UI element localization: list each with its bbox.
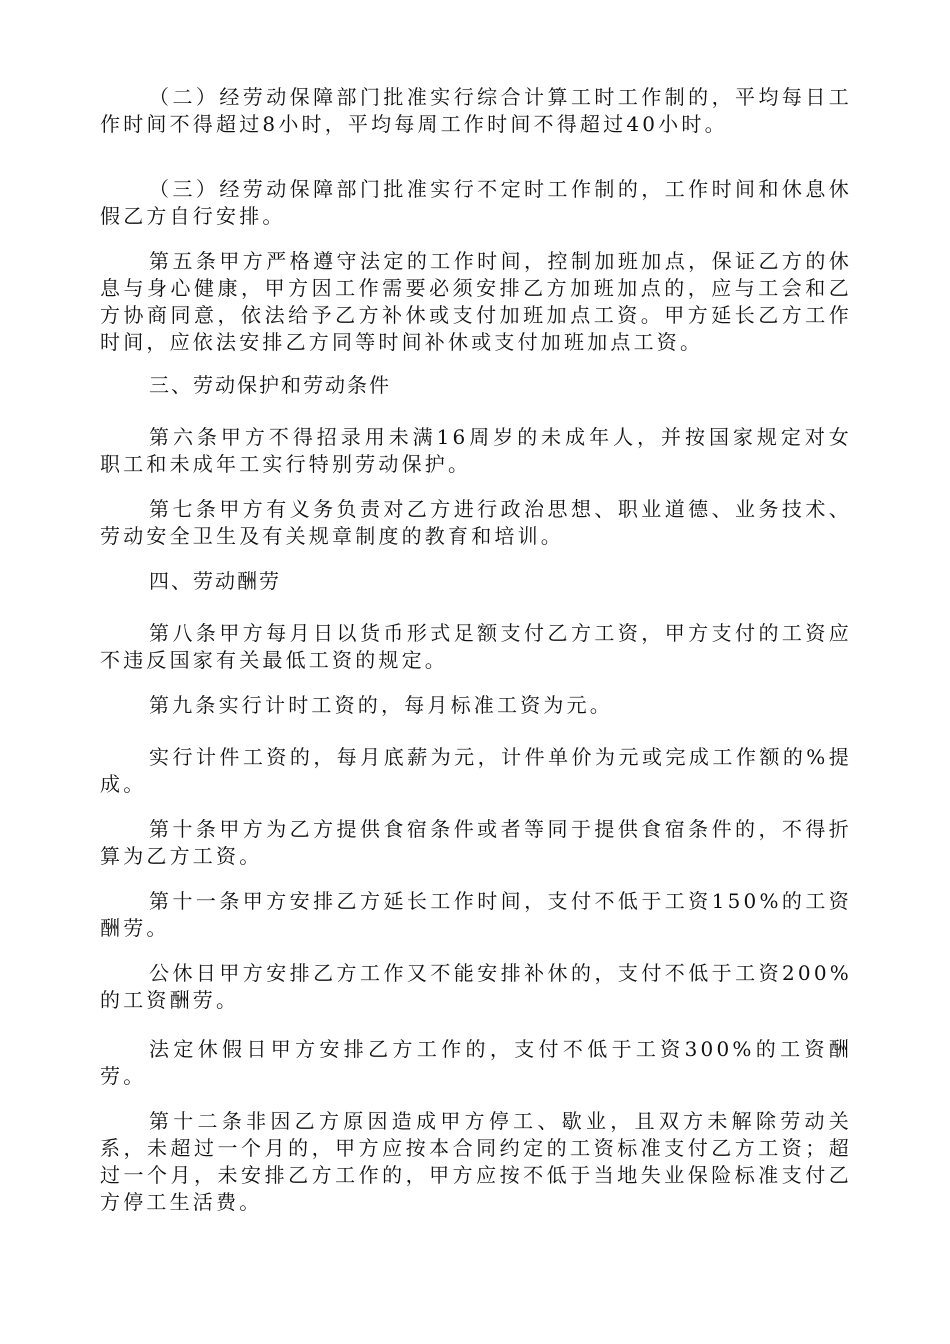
paragraph-comprehensive-hours: （二）经劳动保障部门批准实行综合计算工时工作制的，平均每日工作时间不得超过8小时，平均每周工作时间不得超过40小时。: [100, 85, 852, 136]
paragraph-rest-day-pay: 公休日甲方安排乙方工作又不能安排补休的，支付不低于工资200%的工资酬劳。: [100, 961, 852, 1012]
paragraph-article-11: 第十一条甲方安排乙方延长工作时间，支付不低于工资150%的工资酬劳。: [100, 889, 852, 940]
paragraph-piece-rate: 实行计件工资的，每月底薪为元，计件单价为元或完成工作额的%提成。: [100, 745, 852, 796]
paragraph-flexible-hours: （三）经劳动保障部门批准实行不定时工作制的，工作时间和休息休假乙方自行安排。: [100, 177, 852, 228]
paragraph-article-9: 第九条实行计时工资的，每月标准工资为元。: [149, 693, 613, 717]
paragraph-article-8: 第八条甲方每月日以货币形式足额支付乙方工资，甲方支付的工资应不违反国家有关最低工资的规定。: [100, 621, 852, 672]
paragraph-article-7: 第七条甲方有义务负责对乙方进行政治思想、职业道德、业务技术、劳动安全卫生及有关规章制度的教育和培训。: [100, 497, 852, 548]
paragraph-article-6: 第六条甲方不得招录用未满16周岁的未成年人，并按国家规定对女职工和未成年工实行特别劳动保护。: [100, 425, 852, 476]
section-heading-remuneration: 四、劳动酬劳: [149, 569, 281, 593]
paragraph-holiday-pay: 法定休假日甲方安排乙方工作的，支付不低于工资300%的工资酬劳。: [100, 1037, 852, 1088]
section-heading-labor-protection: 三、劳动保护和劳动条件: [149, 373, 391, 397]
paragraph-article-12: 第十二条非因乙方原因造成甲方停工、歇业，且双方未解除劳动关系，未超过一个月的，甲方应按本合同约定的工资标准支付乙方工资；超过一个月，未安排乙方工作的，甲方应按不低于当地失业保险标准支付乙方停工生活费。: [100, 1109, 852, 1214]
paragraph-article-10: 第十条甲方为乙方提供食宿条件或者等同于提供食宿条件的，不得折算为乙方工资。: [100, 817, 852, 868]
paragraph-article-5: 第五条甲方严格遵守法定的工作时间，控制加班加点，保证乙方的休息与身心健康，甲方因工作需要必须安排乙方加班加点的，应与工会和乙方协商同意，依法给予乙方补休或支付加班加点工资。甲方延长乙方工作时间，应依法安排乙方同等时间补休或支付加班加点工资。: [100, 249, 852, 354]
